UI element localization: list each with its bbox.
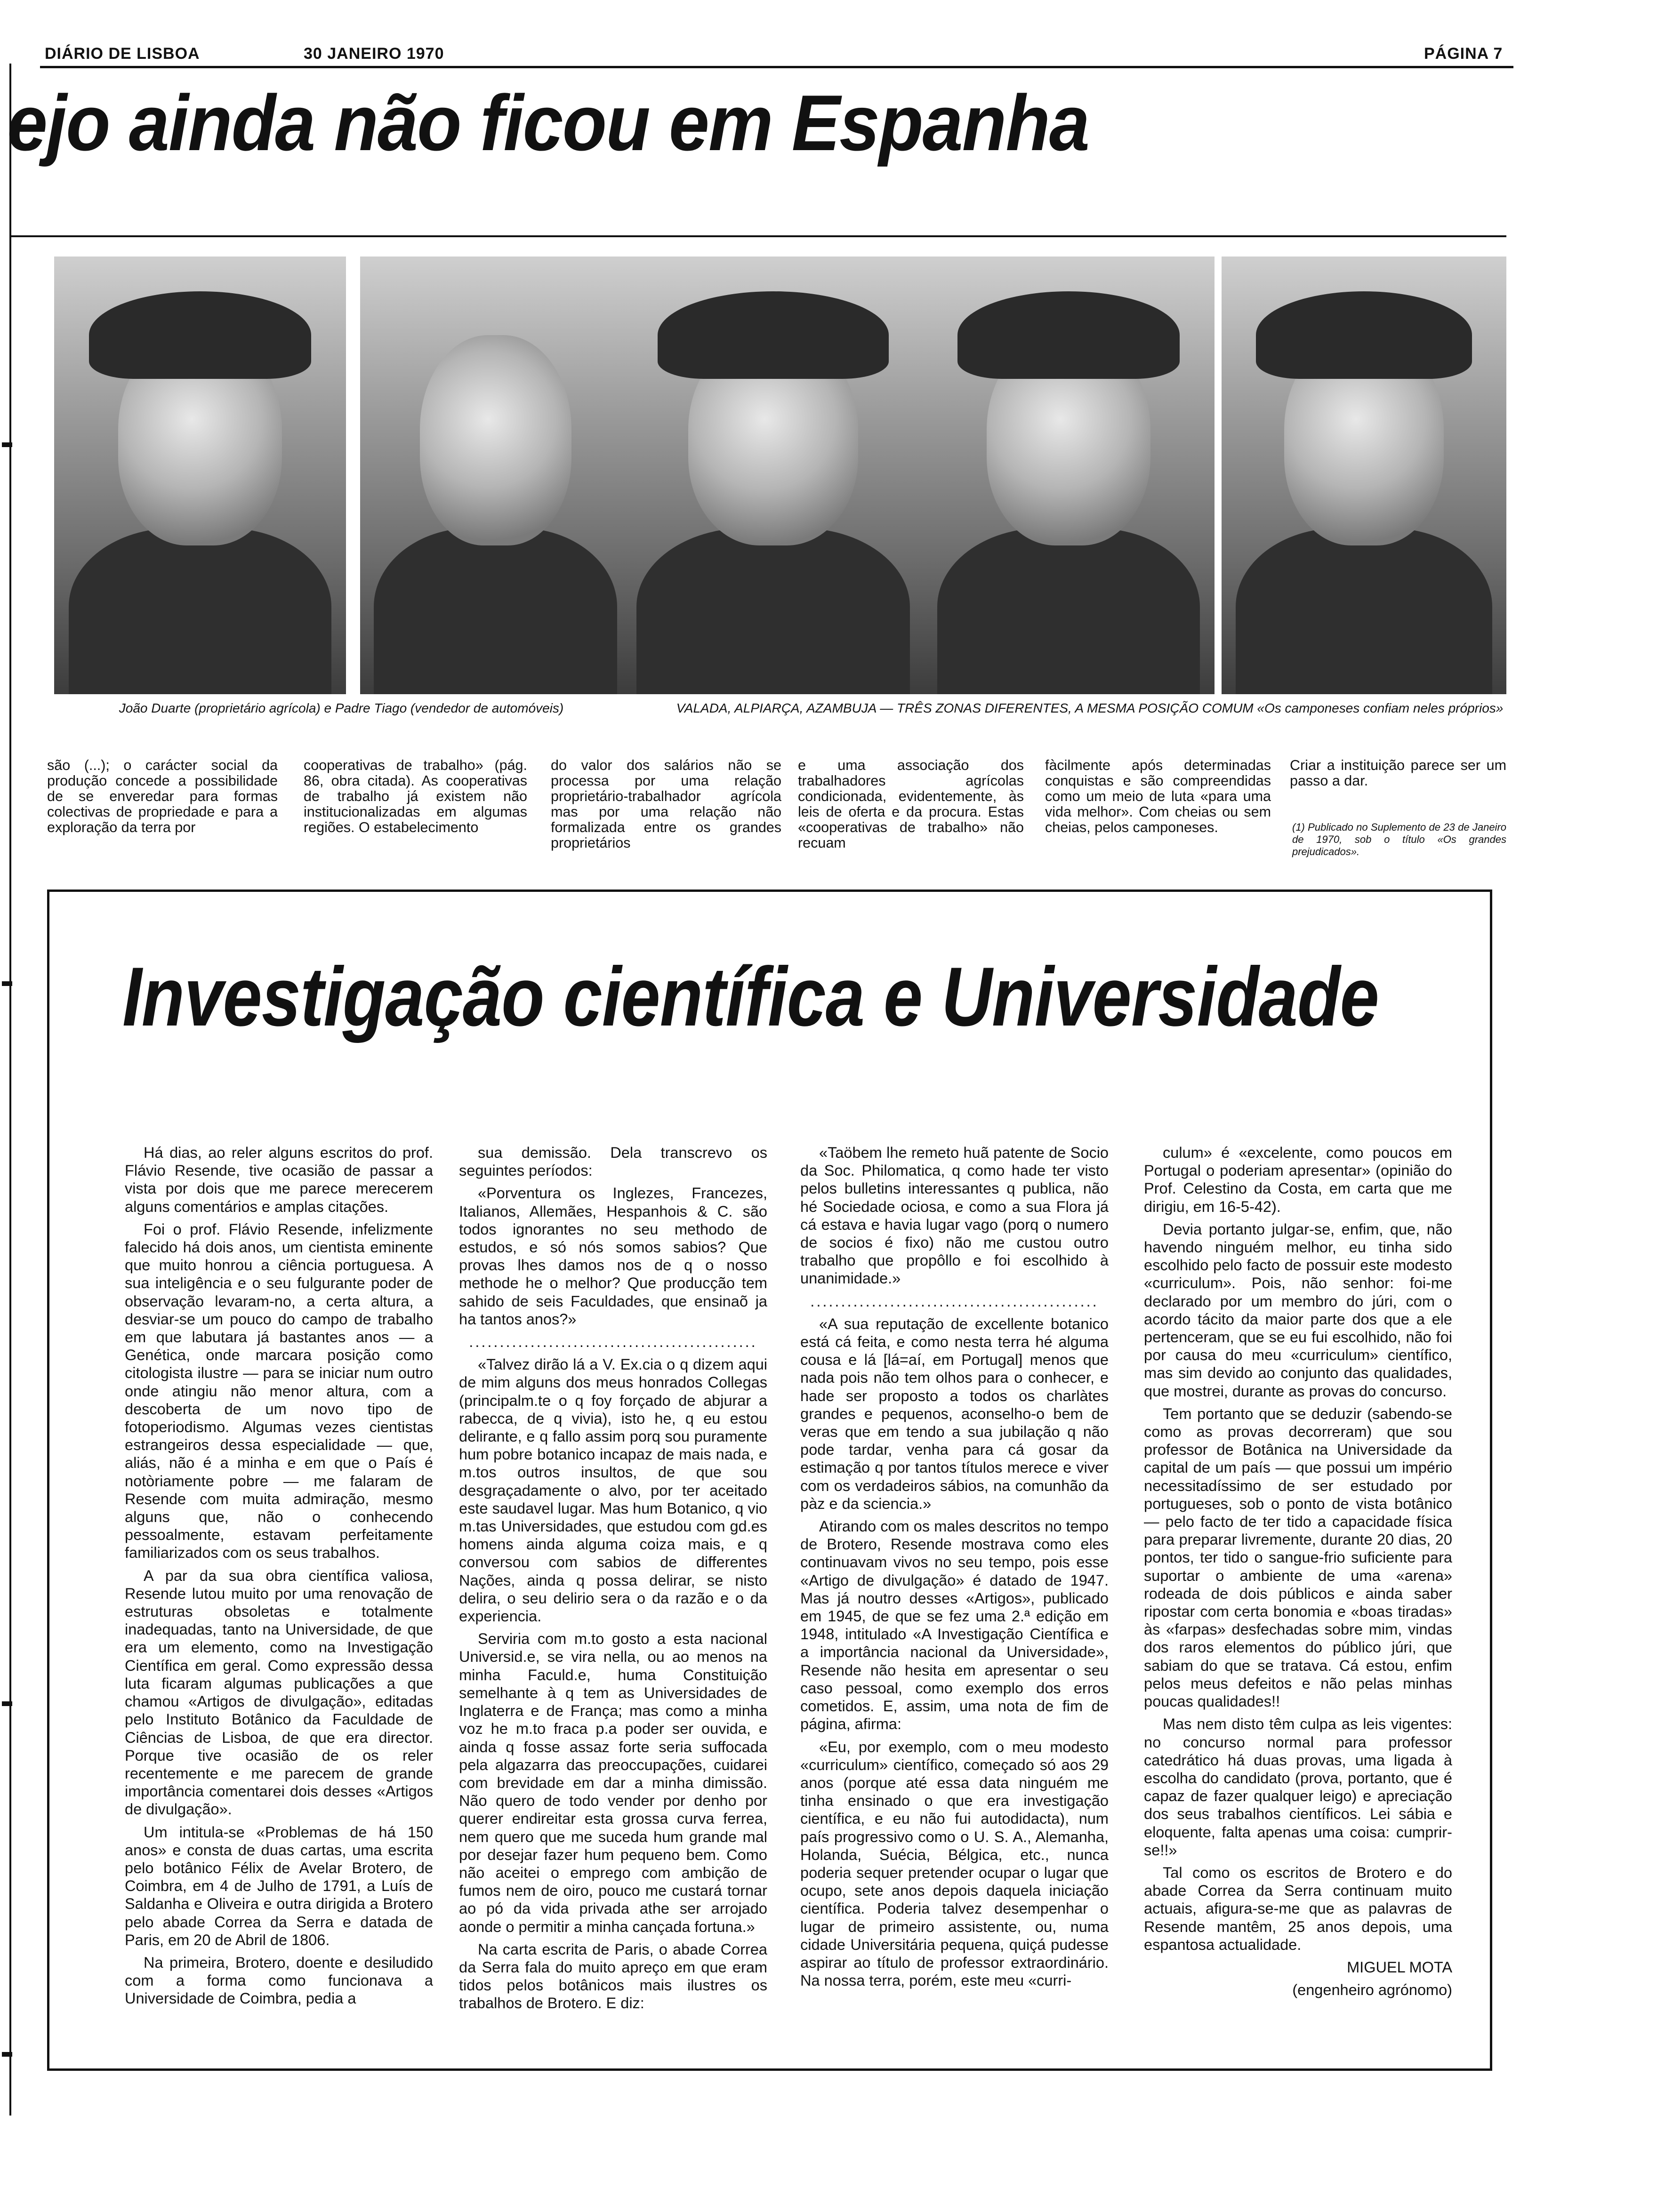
margin-marker [2,442,12,447]
page-number: PÁGINA 7 [1424,45,1503,63]
paragraph: «Talvez dirão lá a V. Ex.cia o q dizem aqui de mim alguns dos meus honrados Collegas (principalm.te o q foy forçado de abjurar a rabecca, de q vivia), isto he, q eu estou delirante, e q fallo assim porq sou puramente hum pobre botanico incapaz de mais nada, e m.tos outros insultos, de que sou desgraçadamente o alvo, por ter aceitado este saudavel lugar. Mas hum Botanico, q vio m.tas Universidades, que estudou com gd.es homens ainda alguma coiza mais, e q conversou com sabios de differentes Nações, ainda q possa delirar, se nisto delira, o seu delirio sera o da razão e o da experiencia. [459,1356,767,1625]
paragraph: Há dias, ao reler alguns escritos do prof. Flávio Resende, tive ocasião de passar a vista por dois que me parece merecerem alguns comentários e amplas citações. [125,1144,433,1215]
paragraph: Mas nem disto têm culpa as leis vigentes: no concurso normal para professor catedrático há duas provas, uma ligada à escolha do candidato (prova, portanto, que é capaz de fazer qualquer leigo) e apreciação dos seus trabalhos científicos. Lei sábia e eloquente, falta apenas uma coisa: cumprir-se!!» [1144,1715,1452,1859]
paragraph: «Eu, por exemplo, com o meu modesto «curriculum» científico, começado só aos 29 anos (porque até essa data ninguém me tinha ensinado o que era investigação científica, e eu não fui autodidacta), num país progressivo como o U. S. A., Alemanha, Holanda, Suécia, Bélgica, etc., nunca poderia sequer pretender ocupar o lugar que ocupo, sete anos depois daquela iniciação científica. Poderia talvez desempenhar o lugar de primeiro assistente, ou, numa cidade Universitária pequena, quiçá pudesse aspirar ao título de professor extraordinário. Na nossa terra, porém, este meu «curri- [800,1738,1109,1989]
paragraph: Tal como os escritos de Brotero e do abade Correa da Serra continuam muito actuais, afigura-se-me que as palavras de Resende mantêm, 25 anos depois, uma espantosa actualidade. [1144,1864,1452,1953]
paragraph: «Taöbem lhe remeto huã patente de Socio da Soc. Philomatica, q como hade ter visto pelos bulletins interessantes q publica, não hé Sociedade ociosa, e como a sua Flora já cá estava e havia lugar vago (porq o numero de socios é fixo) não me custou outro trabalho que propôllo e foi escolhido à unanimidade.» [800,1144,1109,1287]
photo-alpiarca [923,256,1215,694]
margin-marker [2,2052,12,2057]
banner-rule [9,235,1506,237]
paragraph: Na primeira, Brotero, doente e desiludido com a forma como funcionava a Universidade de Coimbra, pedia a [125,1954,433,2007]
margin-marker [2,1701,12,1706]
paragraph: Um intitula-se «Problemas de há 150 anos» e consta de duas cartas, uma escrita pelo botânico Félix de Avelar Brotero, de Coimbra, em 4 de Julho de 1791, a Luís de Saldanha e Oliveira e outra dirigida a Brotero pelo abade Correa da Serra e datada de Paris, em 20 de Abril de 1806. [125,1823,433,1948]
article-column-3 [800,1144,1109,1994]
photo-caption-right: VALADA, ALPIARÇA, AZAMBUJA — TRÊS ZONAS DIFERENTES, A MESMA POSIÇÃO COMUM «Os camponeses confiam neles próprios» [676,701,1504,715]
photo-valada [621,256,925,694]
paragraph: «Porventura os Inglezes, Francezes, Italianos, Allemães, Hespanhois & C. são todos ignorantes no seu methodo de estudos, e só nós somos sabios? Que provas lhes damos nos de q o nosso methode he o melhor? Que producção tem sahido de seis Faculdades, que ensinaõ ja ha tantos anos?» [459,1185,767,1328]
paragraph: Foi o prof. Flávio Resende, infelizmente falecido há dois anos, um cientista eminente que muito honrou a ciência portuguesa. A sua inteligência e o seu fulgurante poder de observação levaram-no, a certa altura, a desviar-se um pouco do campo de trabalho em que labutara já bastantes anos — a Genética, onde marcara posição como citologista ilustre — para se iniciar num outro onde atingiu não menor altura, com a descoberta de um novo tipo de fotoperiodismo. Algumas vezes cientistas estrangeiros dessa especialidade — que, aliás, não é a minha e em que o País é notòriamente pobre — me falaram de Resende com muita admiração, mesmo alguns que, não o conhecendo pessoalmente, estavam perfeitamente familiarizados com os seus trabalhos. [125,1220,433,1562]
paragraph: Atirando com os males descritos no tempo de Brotero, Resende mostrava como eles continuavam vivos no seu tempo, pois esse «Artigo de divulgação» é datado de 1947. Mas já noutro desses «Artigos», publicado em 1945, de que se fez uma 2.ª edição em 1948, intitulado «A Investigação Científica e a importância nacional da Universidade», Resende não hesita em apresentar o seu caso pessoal, como exemplo dos erros cometidos. E, assim, uma nota de fim de página, afirma: [800,1518,1109,1733]
issue-date: 30 JANEIRO 1970 [304,45,444,63]
paragraph: culum» é «excelente, como poucos em Portugal o poderiam apresentar» (opinião do Prof. Celestino da Costa, em carta que me dirigiu, em 16-5-42). [1144,1144,1452,1215]
author-title: (engenheiro agrónomo) [1292,1981,1452,1999]
header-rule [40,66,1513,68]
top-footnote: (1) Publicado no Suplemento de 23 de Janeiro de 1970, sob o título «Os grandes prejudicados». [1292,821,1506,858]
top-column-5: fàcilmente após determinadas conquistas e são compreendidas como um meio de luta «para uma vida melhor». Com cheias ou sem cheias, pelos camponeses. [1045,757,1271,835]
article-column-4 [1144,1144,1452,2004]
paragraph: Na carta escrita de Paris, o abade Correa da Serra fala do muito apreço em que eram tidos pelos botânicos mais ilustres os trabalhos de Brotero. E diz: [459,1940,767,2012]
paragraph: A par da sua obra científica valiosa, Resende lutou muito por uma renovação de estruturas obsoletas e totalmente inadequadas, tanto na Universidade, de que era um elemento, como na Investigação Científica em geral. Como expressão dessa luta ficaram algumas publicações a que chamou «Artigos de divulgação», editadas pelo Instituto Botânico da Faculdade de Ciências de Lisboa, de que era director. Porque tive ocasião de os reler recentemente e me parecem de grande importância comentarei dois desses «Artigos de divulgação». [125,1567,433,1818]
article-column-1 [125,1144,433,2012]
top-column-4: e uma associação dos trabalhadores agrícolas condicionada, evidentemente, às leis de oferta e da procura. Estas «cooperativas de trabalho» não recuam [798,757,1024,851]
paragraph: Devia portanto julgar-se, enfim, que, não havendo ninguém melhor, eu tinha sido escolhido pelo facto de possuir este modesto «curriculum». Pois, não senhor: foi-me declarado por um membro do júri, com o acordo tácito da maior parte dos que a ele pertenceram, que se eu fui escolhido, não foi por causa do meu «curriculum» científico, mas sim devido ao conjunto das qualidades, que mostrei, durante as provas do concurso. [1144,1220,1452,1400]
paragraph: sua demissão. Dela transcrevo os seguintes períodos: [459,1144,767,1179]
margin-marker [2,981,12,986]
banner-headline: ejo ainda não ficou em Espanha [7,79,1089,167]
paragraph: Tem portanto que se deduzir (sabendo-se como as provas decorreram) que sou professor de Botânica na Universidade da capital de um país — que possui um império necessitadíssimo de ser estudado por portugueses, sob o ponto de vista botânico — pelo facto de ter tido a capacidade física para preparar livremente, durante 20 dias, 20 pontos, ter tido o sangue-frio suficiente para suportar o ambiente de uma «arena» rodeada de dois públicos e ainda saber ripostar com certa bonomia e «boas tiradas» às «farpas» desfechadas sobre mim, vindas dos raros elementos do público júri, que sabiam do que se tratava. Cá estou, enfim pelos meus defeitos e não pelas minhas poucas qualidades!! [1144,1405,1452,1710]
author-name: MIGUEL MOTA [1347,1958,1452,1976]
dotted-separator: ............................................... [810,1292,1099,1310]
paragraph: «A sua reputação de excellente botanico está cá feita, e como nesta terra hé alguma cousa e lá [lá=aí, em Portugal] menos que nada pois não tem olhos para o conhecer, e hade ser proposto a todos os charlàtes grandes e pequenos, aconselho-o bem de veras que em tendo a sua jubilação q não pode tardar, venha para cá gosar da estimação q por tantos títulos merece e viver com os verdadeiros sábios, na comunhão da pàz e da sciencia.» [800,1315,1109,1512]
left-margin-rule [9,64,11,2116]
top-column-6: Criar a instituição parece ser um passo a dar. [1290,757,1506,789]
photo-joao-duarte [54,256,346,694]
photo-azambuja [1222,256,1506,694]
photo-caption-left: João Duarte (proprietário agrícola) e Padre Tiago (vendedor de automóveis) [119,701,564,715]
top-column-2: cooperativas de trabalho» (pág. 86, obra citada). As cooperativas de trabalho já existem não institucionalizadas em algumas regiões. O estabelecimento [304,757,527,835]
article-title: Investigação científica e Universidade [122,950,1379,1043]
newspaper-name: DIÁRIO DE LISBOA [45,45,200,63]
paragraph: Serviria com m.to gosto a esta nacional Universid.e, se vira nella, ou ao menos na minha Faculd.e, huma Constituição semelhante à q tem as Universidades de Inglaterra e de França; mas como a minha voz he m.to fraca p.a poder ser ouvida, e ainda q fosse assaz forte seria suffocada pela algazarra das preoccupações, cuidarei com brevidade em dar a minha dimissão. Não quero de todo vender por denho por querer endireitar esta grossa curva ferrea, nem quero que me suceda hum grande mal por desejar fazer hum pequeno bem. Como não aceitei o emprego com ambição de fumos nem de oiro, pouco me custará tornar ao pó da vida privada athe ser arrojado aonde o permitir a minha cançada fortuna.» [459,1630,767,1935]
article-column-2 [459,1144,767,2017]
top-column-1: são (...); o carácter social da produção concede a possibilidade de se enveredar para formas colectivas de propriedade e para a exploração da terra por [47,757,278,835]
photo-padre-tiago [360,256,631,694]
dotted-separator: ............................................... [469,1333,757,1351]
top-column-3: do valor dos salários não se processa por uma relação proprietário-trabalhador agrícola mas por uma relação não formalizada entre os grandes proprietários [551,757,781,851]
